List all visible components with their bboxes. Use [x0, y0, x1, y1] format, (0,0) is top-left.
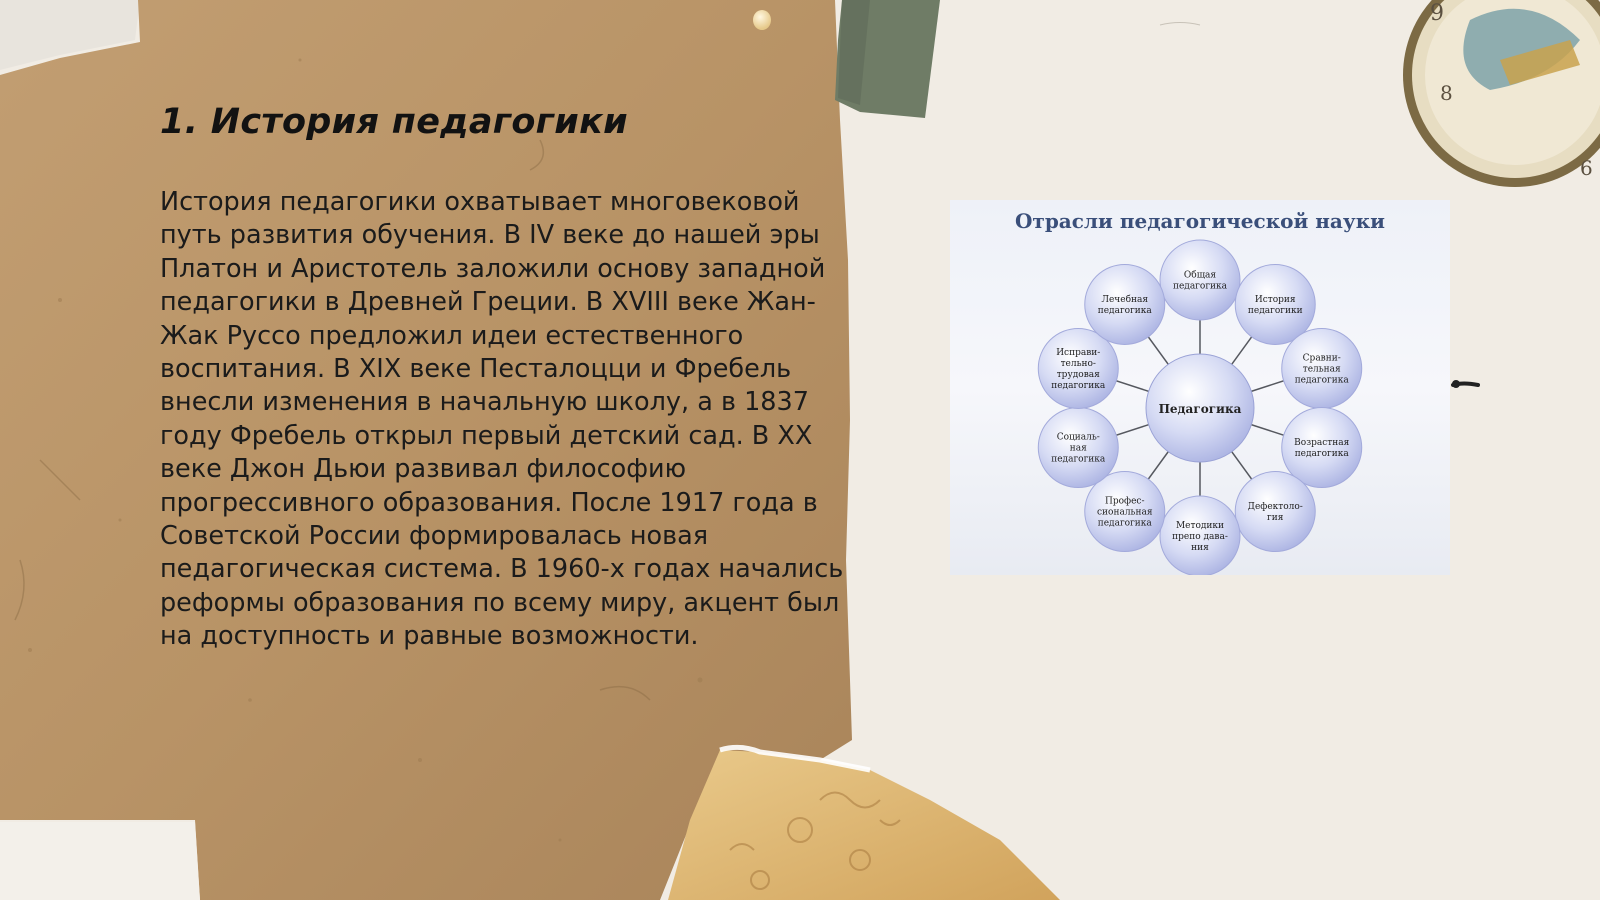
- diagram-title: Отрасли педагогической науки: [1015, 209, 1385, 233]
- diagram-branch-label: Методики препо дава-ния: [1172, 521, 1228, 553]
- diagram-branch-label: Профес-сиональная педагогика: [1097, 496, 1153, 529]
- diagram-branch-label: История педагогики: [1247, 294, 1303, 316]
- diagram-center-label: Педагогика: [1158, 402, 1242, 416]
- diagram-branch-label: Сравни-тельная педагогика: [1294, 353, 1349, 386]
- branches-diagram-svg: [950, 200, 1450, 575]
- diagram-branch-label: Возрастная педагогика: [1294, 438, 1350, 460]
- svg-text:9: 9: [1430, 1, 1444, 26]
- branches-diagram: [950, 200, 1450, 575]
- gold-patterned-paper: [668, 750, 1060, 900]
- svg-text:8: 8: [1440, 81, 1453, 105]
- diagram-branch-label: Дефектоло-гия: [1247, 502, 1303, 524]
- clock-decoration: [1403, 0, 1600, 187]
- diagram-branch-label: Исправи-тельно-трудовая педагогика: [1051, 347, 1106, 391]
- pin-decoration: [753, 10, 771, 30]
- paper-scrap-bottom-left: [0, 822, 200, 900]
- svg-text:6: 6: [1580, 156, 1593, 180]
- slide-body-text: История педагогики охватывает многовековой путь развития обучения. В IV веке до нашей эры Платон и Аристотель заложили основу западной педагогики в Древней Греции. В XVIII веке Жан-Жак Руссо предложил идеи естественного воспитания. В XIX веке Песталоцци и Фребель внесли изменения в начальную школу, а в 1837 году Фребель открыл первый детский сад. В XX веке Джон Дьюи развивал философию прогрессивного образования. После 1917 года в Советской России формировалась новая педагогическая система. В 1960-х годах начались реформы образования по всему миру, акцент был на доступность и равные возможности.: [160, 187, 844, 652]
- diagram-branch-label: Лечебная педагогика: [1097, 294, 1152, 316]
- slide-title: 1. История педагогики: [160, 102, 628, 142]
- diagram-branch-label: Социаль-ная педагогика: [1051, 432, 1106, 465]
- diagram-branch-label: Общая педагогика: [1172, 270, 1228, 292]
